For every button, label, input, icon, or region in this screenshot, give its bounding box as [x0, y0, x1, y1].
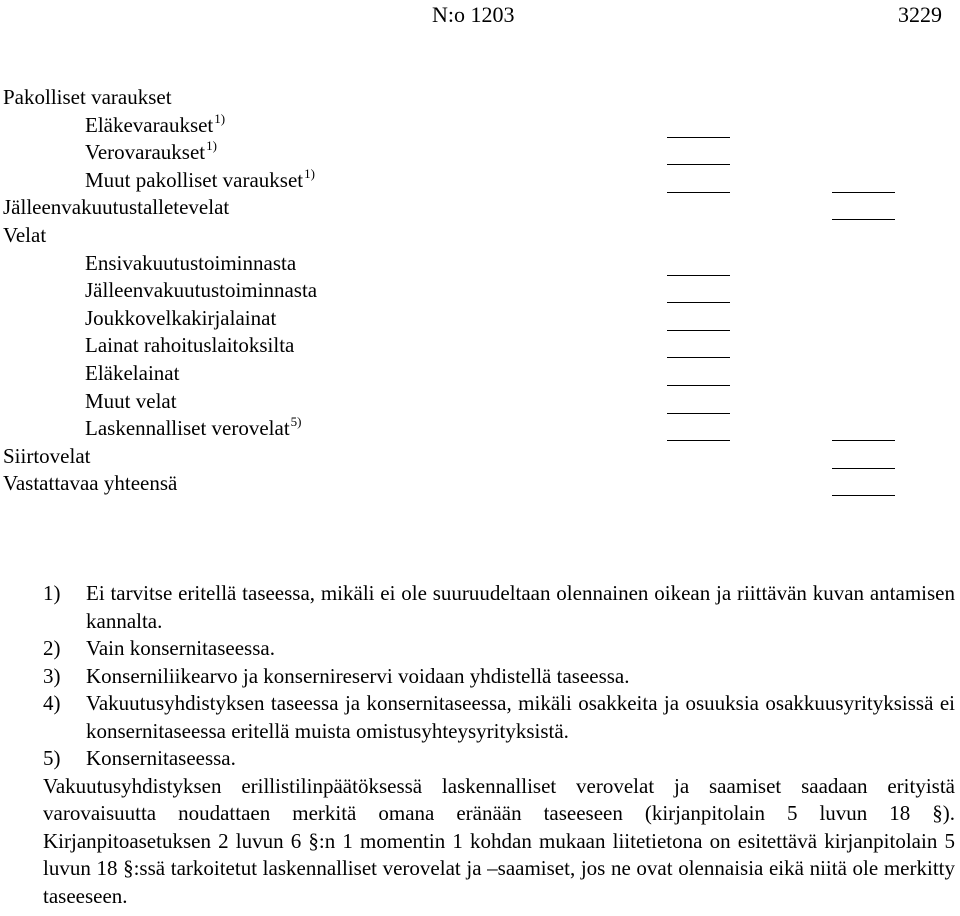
balance-sheet-row	[0, 167, 960, 195]
page-number: 3229	[898, 2, 942, 27]
footnote-text: Konsernitaseessa.	[86, 746, 236, 770]
balance-sheet-row	[0, 388, 960, 416]
row-label	[85, 139, 217, 168]
footnote	[43, 690, 955, 745]
amount-blank-line	[667, 275, 730, 276]
amount-blank-line	[667, 302, 730, 303]
balance-sheet-row	[0, 443, 960, 471]
balance-sheet-row	[0, 470, 960, 498]
balance-sheet-row	[0, 84, 960, 112]
amount-blank-line	[667, 137, 730, 138]
footnote-text: Vain konsernitaseessa.	[86, 636, 275, 660]
balance-sheet-row	[0, 305, 960, 333]
balance-sheet-row	[0, 194, 960, 222]
row-label	[85, 277, 317, 303]
row-label-text: Pakolliset varaukset	[3, 85, 172, 109]
footnote-reference: 1)	[214, 110, 226, 126]
total-blank-line	[832, 440, 895, 441]
amount-blank-line	[667, 385, 730, 386]
amount-blank-line	[667, 440, 730, 441]
footnote-number: 5)	[43, 746, 61, 770]
balance-sheet-row	[0, 360, 960, 388]
footnote-reference: 5)	[290, 414, 302, 430]
footnote-list	[43, 580, 955, 773]
row-label-text: Joukkovelkakirjalainat	[85, 305, 277, 330]
footnote-reference: 1)	[206, 138, 217, 154]
total-blank-line	[832, 192, 895, 193]
row-label-text: Velat	[3, 223, 47, 247]
footnote-number: 4)	[43, 691, 61, 715]
footnote	[43, 580, 955, 635]
amount-blank-line	[667, 330, 730, 331]
row-label	[85, 112, 225, 141]
row-label-text: Jälleenvakuutustoiminnasta	[85, 278, 318, 303]
total-blank-line	[832, 468, 895, 469]
balance-sheet-row	[0, 139, 960, 167]
footnote	[43, 663, 955, 691]
row-label-text: Ensivakuutustoiminnasta	[85, 250, 297, 275]
row-label	[85, 360, 179, 386]
row-label	[85, 415, 302, 444]
row-label	[3, 194, 229, 220]
explanatory-paragraph: Vakuutusyhdistyksen erillistilinpäätöksessä laskennalliset verovelat ja saamiset saadaan erityistä varovaisuutta noudattaen merkitä omana eränään taseeseen (kirjanpitolain 5 luvun 18 §). Kirjanpitoasetuksen 2 luvun 6 §:n 1 momentin 1 kohdan mukaan liitetietona on esitettävä kirjanpitolain 5 luvun 18 §:ssä tarkoitetut laskennalliset verovelat ja –saamiset, jos ne ovat olennaisia eikä niitä ole merkitty taseeseen.	[43, 773, 955, 908]
row-label-text: Laskennalliset verovelat	[85, 416, 290, 441]
footnote	[43, 635, 955, 663]
row-label-text: Vastattavaa yhteensä	[3, 471, 178, 496]
document-number: N:o 1203	[432, 2, 515, 27]
amount-blank-line	[667, 164, 730, 165]
balance-sheet-row	[0, 222, 960, 250]
footnotes-section	[43, 580, 955, 910]
row-label	[3, 222, 46, 248]
footnote-number: 1)	[43, 581, 61, 605]
row-label	[85, 305, 276, 331]
footnote-text: Vakuutusyhdistyksen taseessa ja konsernitaseessa, mikäli osakkeita ja osuuksia osakkuusyrityksissä ei konsernitaseessa eritellä muista omistusyhteysyrityksistä.	[86, 691, 955, 743]
footnote-text: Konserniliikearvo ja konsernireservi voidaan yhdistellä taseessa.	[86, 663, 630, 688]
balance-sheet-row	[0, 415, 960, 443]
amount-blank-line	[667, 357, 730, 358]
row-label	[3, 470, 177, 496]
row-label	[85, 388, 177, 414]
balance-sheet-row	[0, 277, 960, 305]
footnote-number: 3)	[43, 663, 61, 688]
row-label-text: Jälleenvakuutustalletevelat	[3, 195, 230, 220]
row-label-text: Muut pakolliset varaukset	[85, 167, 304, 192]
row-label-text: Siirtovelat	[3, 443, 91, 468]
balance-sheet-row	[0, 332, 960, 360]
row-label	[3, 84, 172, 110]
row-label-text: Lainat rahoituslaitoksilta	[85, 333, 295, 358]
row-label-text: Verovaraukset	[85, 140, 206, 165]
amount-blank-line	[667, 192, 730, 193]
row-label	[85, 332, 294, 358]
footnote-number: 2)	[43, 636, 61, 660]
balance-sheet-row	[0, 250, 960, 278]
row-label-text: Eläkelainat	[85, 361, 180, 385]
row-label	[85, 167, 315, 196]
row-label	[3, 443, 91, 469]
total-blank-line	[832, 219, 895, 220]
footnote-reference: 1)	[304, 165, 315, 181]
footnote-text: Ei tarvitse eritellä taseessa, mikäli ei ole suuruudeltaan olennainen oikean ja riittävän kuvan antamisen kannalta.	[86, 581, 955, 633]
row-label	[85, 250, 296, 276]
row-label-text: Eläkevaraukset	[85, 112, 214, 137]
total-blank-line	[832, 495, 895, 496]
amount-blank-line	[667, 413, 730, 414]
footnote	[43, 745, 955, 773]
balance-sheet-row	[0, 112, 960, 140]
row-label-text: Muut velat	[85, 388, 177, 413]
